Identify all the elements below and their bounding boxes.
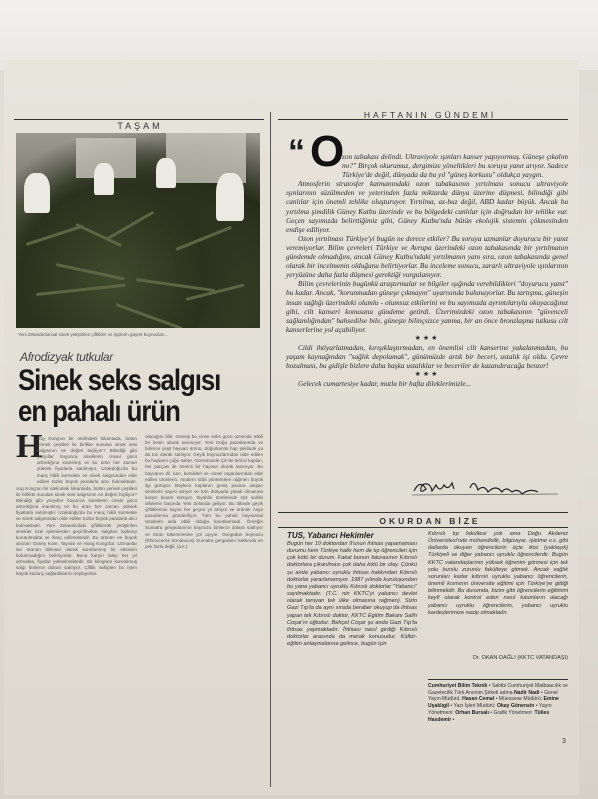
letter-text-1: Bugün her 10 doktordan 9'unun ihtisas yapamaması durumu hem Türkiye halkı hem de tıp öğrencileri için çok kötü bir durum. Fakat bunun faturasının Kıbrıslı doktorlara çıkarılması çok daha kötü bir olay. Çünkü şu anda yabancı uyruklu ihtisas hakkından Kıbrıslı doktorlar yararlanamıyor. 1987 yılında kuruluşundan bu yana yabancı uyruklu Kıbrıslı doktorlar "Yabancı" sayılmaktadır. (T.C. nin KKTC'yi yabancı devlet olarak tanıyan tek ülke olmasına rağmen). Sizin Gazi Tıp'ta da aynı sırada beraber okuyup da ihtisas yapan tek Kıbrıslı doktor, KKTC Egitim Bakanı Salih Coşar'ın oğludur. Behçet Coşar şu anda Gazi Tıp'ta ihtisas yapmaktadır. İhtisası nasıl girdiği Kıbrıslı doktorlar arasında da merak konusudur. Kültür-eğitim anlaşmalarına gelince, bugün için <box>287 541 417 648</box>
editorial-p1: zon tabakası delindi. Ultraviyole ışınları kanser yapıyormuş. Güneşe çıkalım mı?" Birçok okurumuz, dergimize yöneltikleri bu soruya yanıt arıyor. Sadece Türkiye'de değil, dünyada da bu yıl "güneş korkusu" oldukça yaygın. <box>342 152 568 180</box>
top-rule-left <box>14 119 264 120</box>
editorial-p4: Bilim çevrelerinin bugünkü araştırmalar ve bilgiler ışığında verebildikleri "doyurucu yanıt" bu kadar. Ancak, "korunmadan güneşe çıkmayın" uyarısında bulunuyorlar. Bu tartışma, güneşin insan sağlığı üzerindeki olumlu - olumsuz etkilerini ve bu sayımızda ayrıntılarıyla okuyacağınız gibi, cilt kanseri konusunu gündeme getirdi. Üzerimizdeki ozon tabakasının "güvenceli sağlamlığından" bahsedilse bile, güneşte bilinçsizce yanma, bir an önce bronzlaşma tutkusu cilt kanserlerine yol açabiliyor. <box>286 279 568 334</box>
imprint-box: Cumhuriyet Bilim Teknik • Sahibi Cumhuriyet Matbaacılık ve Gazetecilik Türk Anonim Şirketi adına Nadir Nadi • Genel Yayın Müdürü: Hasan Cemal • Müessese Müdürü: Emine Uşaklıgil • Yazı İşleri Müdürü: Okay Gönensin • Yayın Yönetmeni: Orhan Bursalı • Grafik Yönetmen: Tülies Hasdemir • <box>428 683 568 723</box>
big-initial: O <box>310 127 345 176</box>
page-number: 3 <box>562 738 566 745</box>
editor-signature <box>410 476 560 498</box>
article-column-1-cont: ong Kong'un bir otelindeki lokantada, bütün yemek çeşitleri ile birlikte sunulan sinek sesi salgısının ne değeri biçiliyor? Bilindiği gibi yüzyıllar boyunca sineklerin cinsel gücü arttırdığına inanılmış ve bu ürün her zaman yüksek fiyatlarla satılmıştır. Uzakdoğu'da bu inanç hâlâ sürmekte ve sinek salgısından elde edilen tozlar büyük paralarla alıcı bulmaktadır. Yeni Zelanda'daki çiftliklerde yetiştirilen sinekler özel işlemlerden geçirilmekte, salgıları toplanıp kurutulmakta ve ihraç edilmektedir. Bu ürünün en büyük alıcıları Güney Kore, Tayvan ve Hong Kong'dur. Uzmanlar ise ürünün bilimsel olarak kanıtlanmış bir etkisinin bulunmadığını belirtiyorlar. Buna karşın talep her yıl artmakta, fiyatlar yükselmektedir. Bir kilogram kurutulmuş salgı binlerce dolara satılıyor. Çiftlik sahipleri bu işten büyük kazanç sağladıklarını söylüyorlar. <box>16 486 137 577</box>
section-title-left: TAŞAM <box>117 121 163 131</box>
editorial-text <box>286 152 568 388</box>
letter-signature: Dr. OKAN DAĞLI (KKTC VATANDAŞI) <box>472 655 568 661</box>
opening-quote: “ <box>288 133 303 171</box>
letter-column-2 <box>428 531 568 673</box>
letter-heading: TUS, Yabancı Hekimler <box>287 531 374 540</box>
section-title-right: HAFTANIN GÜNDEMİ <box>363 110 497 120</box>
stars-divider-2: ★★★ <box>414 370 440 379</box>
photo-caption: Yeni Zelanda'da bal sinek yetiştirilen çiftlikler ve işçilerin gayret boynuzları... <box>18 332 169 337</box>
readers-section-title: OKURDAN BİZE <box>379 516 481 526</box>
headline-line-1: Sinek seks salgısı <box>18 364 221 397</box>
article-column-2: olacağını bilir. Güneşi bu cinse seks gücü üzerinde etkili bir besin olarak tanımıyor. Yeni Doğu pazarlarında ve birlerce çeşit hayvan ürünü, doğurkanlık hap şeklinde ya da toz olarak satılıyor. Geyik boynuzlarından elde edilen bu hapların çoğu sahte. Günümüzde Çin'de birinci kaplan, her parçası ile önemli bir hayvan olarak tanınıyor. Bu hayvanın dil, kan, kemikleri ve cinsel organlarından elde edilen ürünlerin, modern tıbbi yöntemlere rağmen büyük ilgi görüyor. Böylece kaplanın geniş pazara ulaşan ürünlerin sayısı artıyor ve tüm dünyada yasak olmasına karşın ticaret sürüyor. Siyahlık üretiminde söz sahibi ülkelerin başında Yeni Zelanda geliyor. Bu ülkede geyik çiftliklerinin sayısı her geçen yıl artıyor ve ürünler Asya pazarlarına gönderiliyor. Tüm bu pahalı hayvansal ürünlerin asla etkili olduğu kanıtlanmadı. Örneğin Sumatra gergedanının boynuzu binlerce dolara satılıyor ve türün tükenmesine yol açıyor. Gergedan boynuzu (Rhinoceros Sondaicus) Sumatra gergedanı hakkında en pek fazla değil. (a.k.) <box>145 434 263 549</box>
editorial-p2: Atmosferin stratosfer katmanındaki ozon tabakasının yırtılması sonucu ultraviyole ışınlarının süzülmeden ve yeterinden fazla miktarda dünya üzerine düşmesi, bilindiği gibi canlılar için önemli tehlike oluşturuyor. Yırtılma, az-buz değil, ABD kadar büyük. Ancak bu yırtılma şimdilik Güney Kutbu üzerinde ve bu bölgedeki canlılar için doğrudan bir tehlike var. Geçen sayımızda belirttiğimiz gibi, Güney Kutbu'nda bütün ekolojik sistemin çökmesinden endişe ediliyor. <box>286 179 568 234</box>
editorial-p3: Ozon yırtılması Türkiye'yi bugün ne derece etkiler? Bu soruya uzmanlar doyurucu bir yanıt veremiyorlar. Bilim çevreleri Türkiye ve Avrupa üzerindeki ozon tabakasında bir yırtılmanın gündemde olmadığını, ancak Güney Kutbu'ndaki yırtılmanın yanı sıra, ozon tabakasında genel olarak bir incelmenin olduğunu belirtiyorlar. Bu inceleme sonucu, zararlı ultraviyole ışınlarının yeryüzüne daha fazla düşmesi gerektiği vurgulanıyor. <box>286 233 568 280</box>
article-headline <box>18 365 233 427</box>
article-photo <box>16 133 260 328</box>
column-divider <box>270 112 271 787</box>
letter-text-2: Kıbrıslı tıp fakültesi yok ama Doğu Akdeniz Üniversitesi'nde mühendislik, bilgisayar, işletme v.s. gibi dallarda okuyan öğrencilerin üçte ikisi (yaklaşık) Türkiyeli ve diğer yabancı uyruklu öğrencilerdir. Bugün KKTC vatandaşlarının yüksek öğrenim görmesi için tek yolu burslu zurunlu fakülteye gitmek. Ancak sağlık sorunları kadar kıbrıslı uyruklu yabancı öğrencilerin, önemli kısmının üniversite eğitimi için Türkiye'ye gittiği bilinmelidir. Bu durumda, bizim gibi öğrencilerin eğitimini keyfi olarak kontrol eden nasıl tutumların olacağı yabancı uyruklu öğrencilerin, yabancı uyruklu kardeşlerimize nasip olmaktadır. <box>428 531 568 616</box>
article-kicker: Afrodizyak tutkular <box>20 350 114 364</box>
readers-rule-bottom <box>278 527 568 528</box>
editorial-p5: Cildi ihtiyarlatmadan, kırışıklaştırmadan, en önemlisi cilt kanserine yakalanmadan, bu yaşam kaynağından "sağlık depolamak", günümüzde artık bir beceri, ustalık işi oldu. Çevre bozulması, bu gidişle bizlere daha başka ustalıklar ve beceriler de kazandıracağa benzer! <box>286 342 568 371</box>
imprint-rule <box>428 679 568 680</box>
headline-line-2: en pahalı ürün <box>18 395 180 428</box>
article-column-1: ong Kong'un bir otelindeki lokantada, bütün yemek çeşitleri ile birlikte sunulan sinek sesi salgısının ne değeri biçiliyor? Bilindiği gibi yüzyıllar boyunca sineklerin cinsel gücü arttırdığına inanılmış ve bu ürün her zaman yüksek fiyatlarla satılmıştır. Uzakdoğu'da bu inanç hâlâ sürmekte ve sinek salgısından elde edilen tozlar büyük paralarla alıcı bulmaktadır. <box>37 436 137 484</box>
letter-column-1 <box>287 541 417 787</box>
readers-rule-top <box>278 512 568 513</box>
stars-divider-1: ★★★ <box>414 333 440 342</box>
drop-cap: H <box>16 428 43 465</box>
editorial-p6: Gelecek cumartesiye kadar, mutlu bir hafta dileklerimizle... <box>298 379 472 389</box>
